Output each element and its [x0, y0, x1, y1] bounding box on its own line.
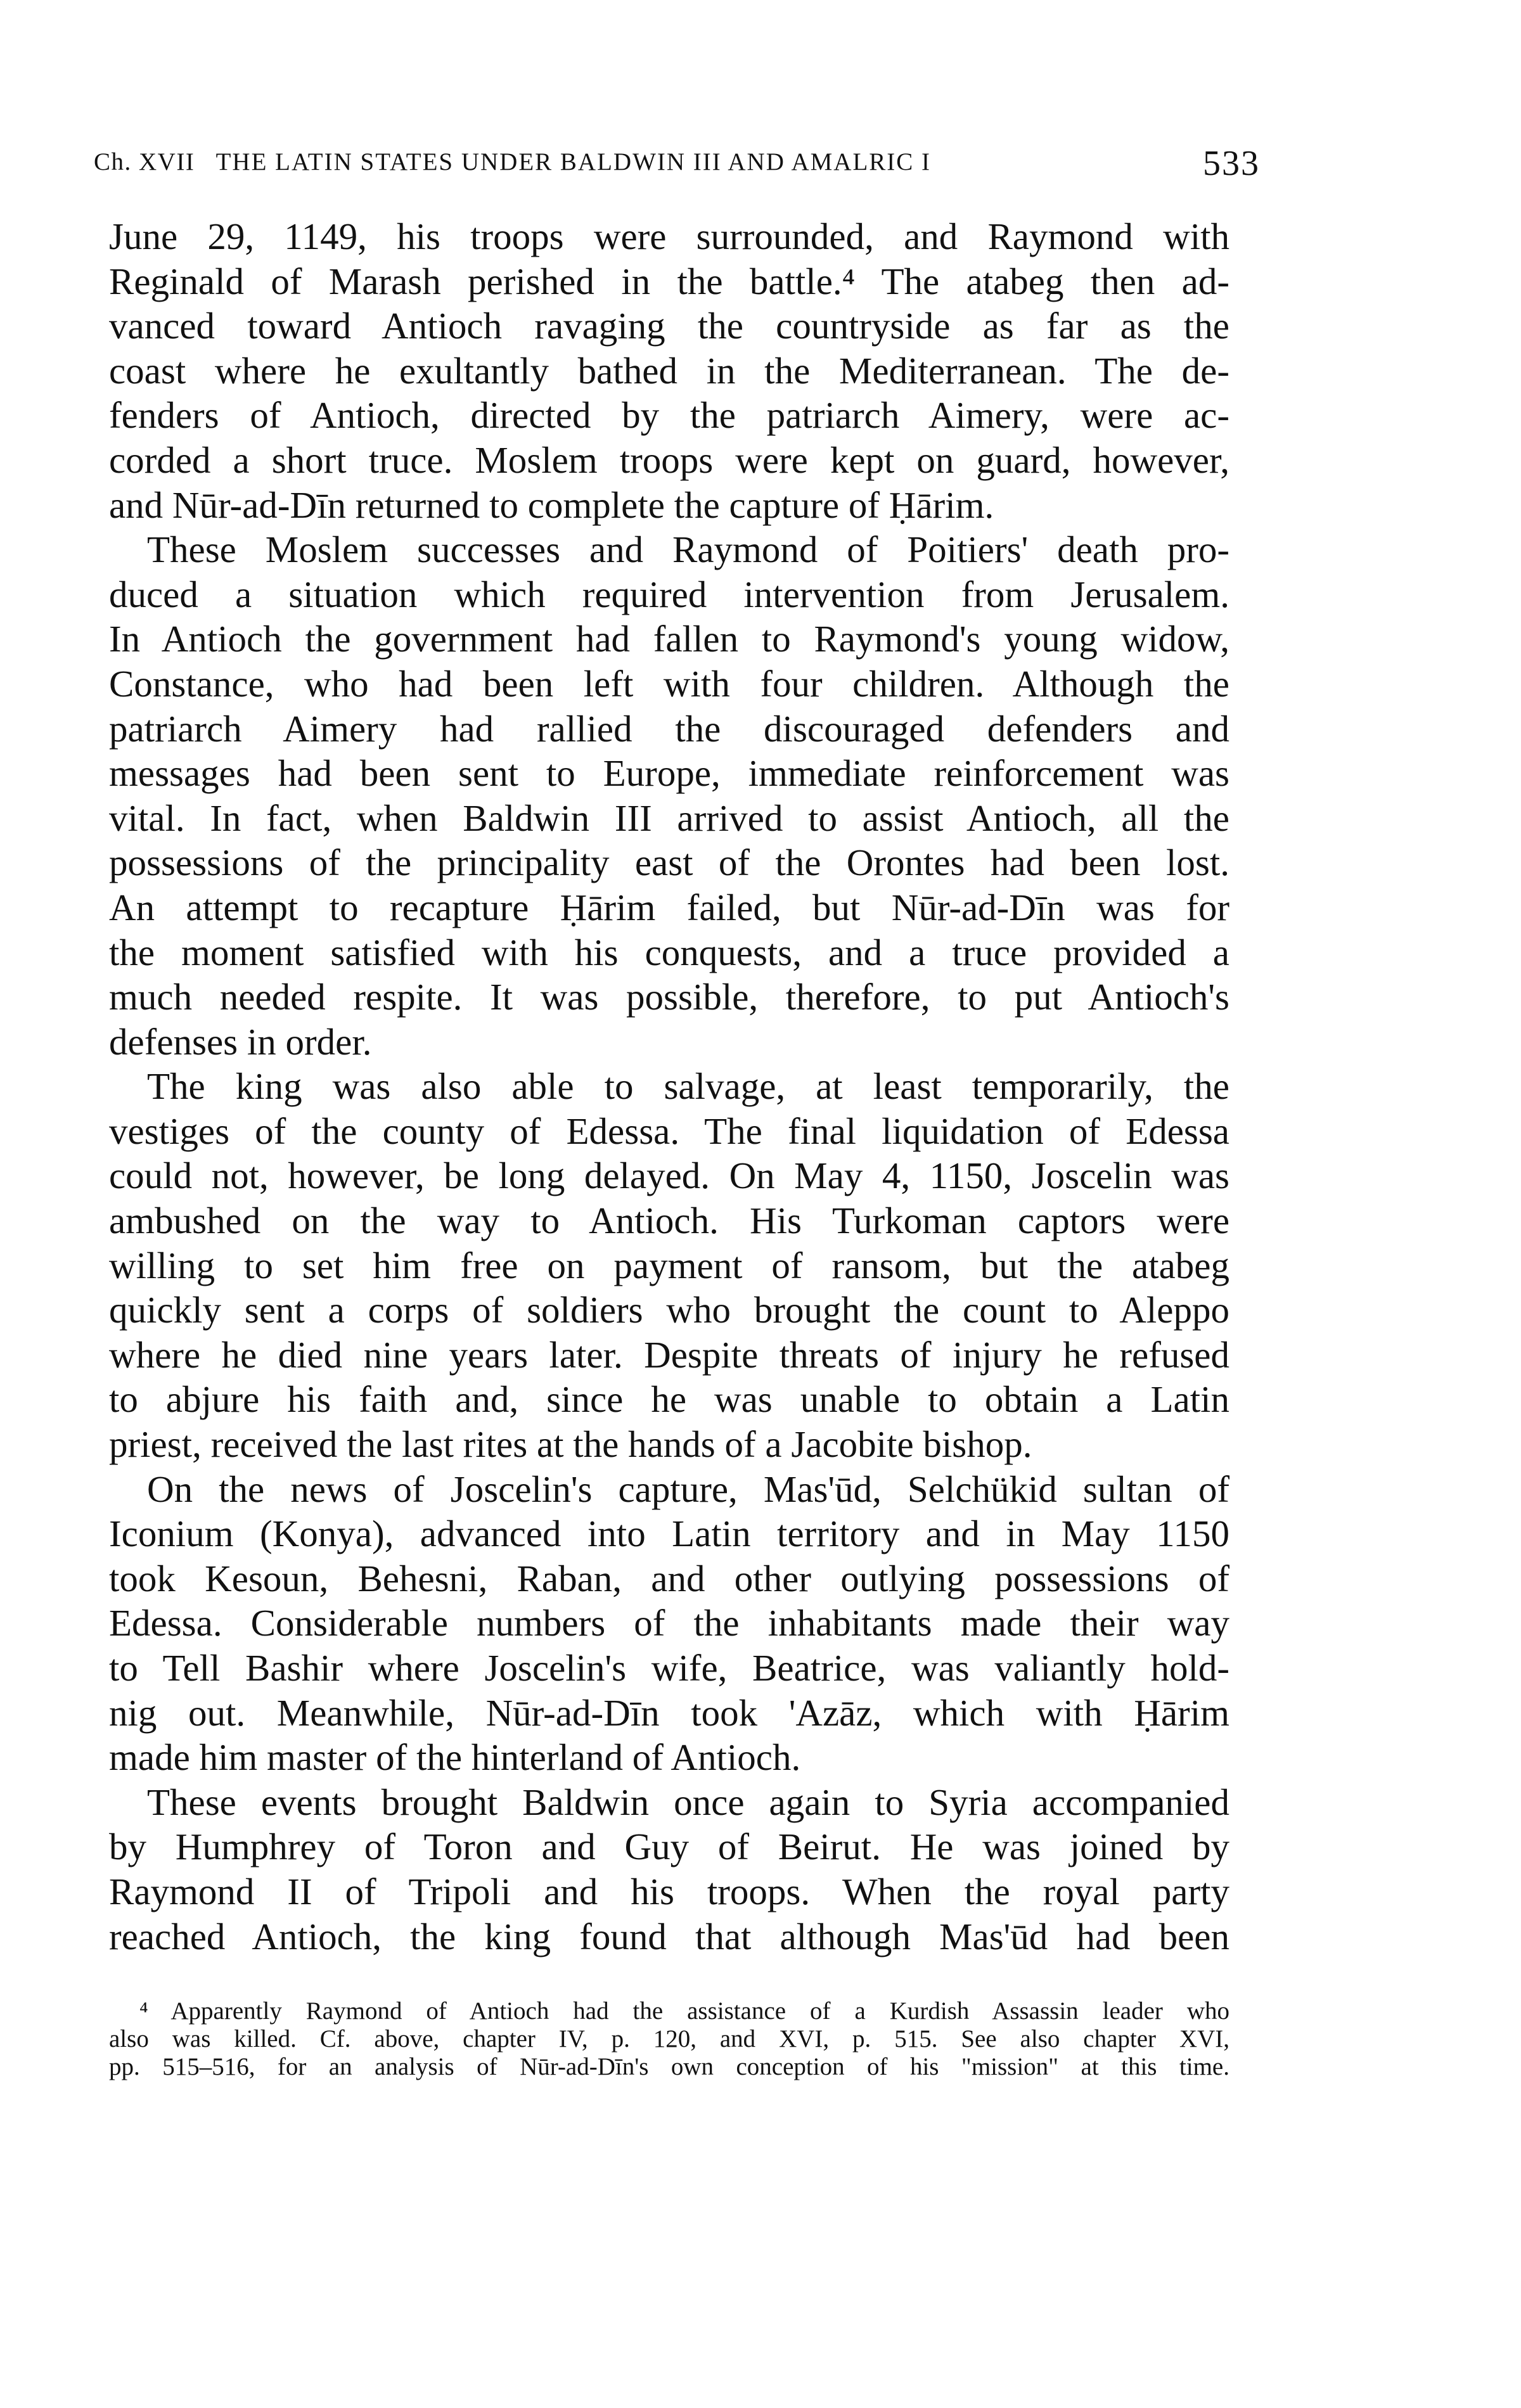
body-line: to abjure his faith and, since he was unable to obtain a Latin	[109, 1378, 1229, 1421]
body-line: coast where he exultantly bathed in the Mediterranean. The de-	[109, 349, 1229, 392]
body-line: Constance, who had been left with four children. Although the	[109, 662, 1229, 705]
body-line: possessions of the principality east of the Orontes had been lost.	[109, 842, 1229, 884]
body-line: made him master of the hinterland of Antioch.	[109, 1736, 801, 1779]
running-head-title	[94, 148, 931, 176]
body-line: On the news of Joscelin's capture, Mas'ūd, Selchükid sultan of	[147, 1468, 1229, 1510]
body-line: where he died nine years later. Despite threats of injury he refused	[109, 1333, 1229, 1376]
body-line: and Nūr-ad-Dīn returned to complete the capture of Ḥārim.	[109, 484, 994, 526]
body-line: nig out. Meanwhile, Nūr-ad-Dīn took 'Azāz, which with Ḥārim	[109, 1691, 1229, 1734]
body-line: by Humphrey of Toron and Guy of Beirut. He was joined by	[109, 1826, 1229, 1868]
body-line: In Antioch the government had fallen to Raymond's young widow,	[109, 618, 1229, 660]
body-line: messages had been sent to Europe, immediate reinforcement was	[109, 752, 1229, 795]
footnote-line: ⁴ Apparently Raymond of Antioch had the assistance of a Kurdish Assassin leader who	[139, 1997, 1229, 2025]
body-line: June 29, 1149, his troops were surrounded, and Raymond with	[109, 215, 1229, 257]
footnote-line: also was killed. Cf. above, chapter IV, p. 120, and XVI, p. 515. See also chapter XVI,	[109, 2025, 1229, 2053]
body-line: vital. In fact, when Baldwin III arrived to assist Antioch, all the	[109, 797, 1229, 839]
body-text	[109, 214, 1229, 1959]
body-line: to Tell Bashir where Joscelin's wife, Beatrice, was valiantly hold-	[109, 1647, 1229, 1689]
body-line: These events brought Baldwin once again to Syria accompanied	[147, 1781, 1229, 1823]
body-line: priest, received the last rites at the hands of a Jacobite bishop.	[109, 1423, 1032, 1466]
chapter-title: THE LATIN STATES UNDER BALDWIN III AND AMALRIC I	[215, 148, 932, 176]
body-line: could not, however, be long delayed. On May 4, 1150, Joscelin was	[109, 1155, 1229, 1197]
body-line: willing to set him free on payment of ransom, but the atabeg	[109, 1244, 1229, 1286]
body-line: These Moslem successes and Raymond of Poitiers' death pro-	[147, 528, 1229, 571]
footnotes	[109, 1997, 1229, 2081]
body-line: patriarch Aimery had rallied the discouraged defenders and	[109, 707, 1229, 750]
body-line: corded a short truce. Moslem troops were kept on guard, however,	[109, 439, 1229, 481]
body-line: vestiges of the county of Edessa. The final liquidation of Edessa	[109, 1110, 1229, 1152]
body-line: the moment satisfied with his conquests, and a truce provided a	[109, 931, 1229, 973]
body-line: vanced toward Antioch ravaging the countryside as far as the	[109, 305, 1229, 347]
chapter-label: Ch. XVII	[94, 148, 195, 176]
page-number: 533	[1203, 144, 1260, 183]
body-line: took Kesoun, Behesni, Raban, and other outlying possessions of	[109, 1557, 1229, 1599]
body-line: Edessa. Considerable numbers of the inhabitants made their way	[109, 1602, 1229, 1644]
body-line: reached Antioch, the king found that although Mas'ūd had been	[109, 1915, 1229, 1957]
body-line: fenders of Antioch, directed by the patriarch Aimery, were ac-	[109, 394, 1229, 437]
running-head	[94, 138, 1260, 183]
body-line: An attempt to recapture Ḥārim failed, but Nūr-ad-Dīn was for	[109, 886, 1229, 928]
body-line: much needed respite. It was possible, therefore, to put Antioch's	[109, 976, 1229, 1018]
body-line: ambushed on the way to Antioch. His Turkoman captors were	[109, 1200, 1229, 1242]
body-line: quickly sent a corps of soldiers who brought the count to Aleppo	[109, 1289, 1229, 1331]
body-line: duced a situation which required intervention from Jerusalem.	[109, 573, 1229, 615]
body-line: Iconium (Konya), advanced into Latin territory and in May 1150	[109, 1513, 1229, 1555]
body-line: defenses in order.	[109, 1020, 372, 1063]
footnote-line: pp. 515–516, for an analysis of Nūr-ad-Dīn's own conception of his "mission" at this time.	[109, 2053, 1229, 2080]
body-line: Reginald of Marash perished in the battle.⁴ The atabeg then ad-	[109, 260, 1229, 302]
body-line: The king was also able to salvage, at least temporarily, the	[147, 1065, 1229, 1108]
body-line: Raymond II of Tripoli and his troops. When the royal party	[109, 1870, 1229, 1912]
